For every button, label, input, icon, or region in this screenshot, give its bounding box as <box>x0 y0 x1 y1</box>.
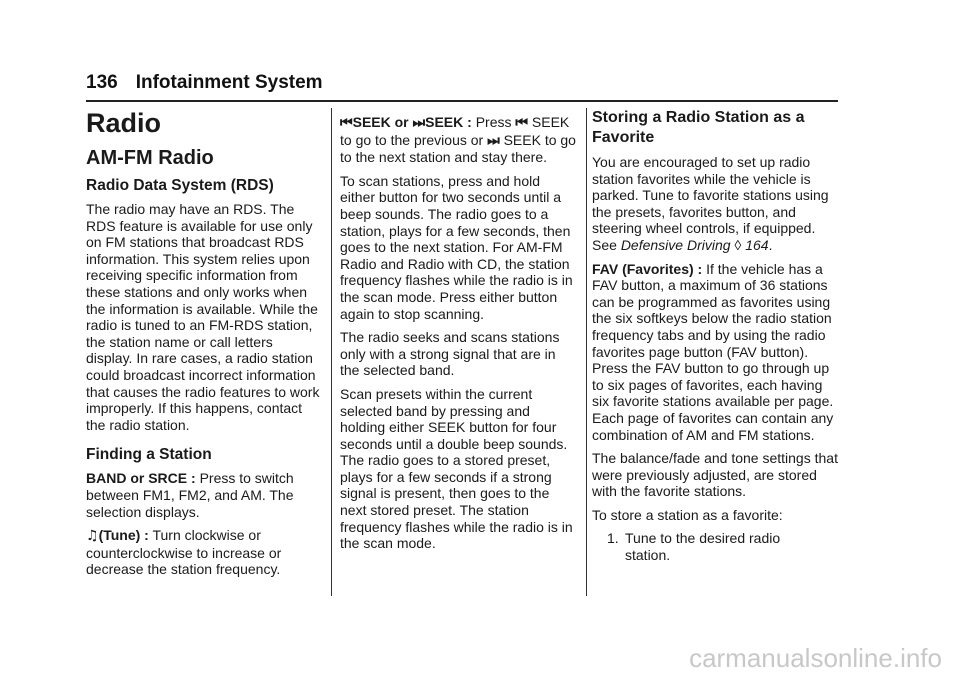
header-rule <box>86 100 838 102</box>
ref-end: . <box>768 236 773 253</box>
column-divider-2 <box>586 108 587 596</box>
intro-text: You are encouraged to set up radio station favorites while the vehicle is parked. Tune to favorite stations using the presets, favorites button, and steering wheel controls, if equipped. See <box>592 154 829 253</box>
heading-rds: Radio Data System (RDS) <box>86 177 274 194</box>
tune-paragraph <box>86 527 322 578</box>
column-3 <box>592 108 842 564</box>
column-1 <box>86 108 322 585</box>
heading-storing-favorite: Storing a Radio Station as a Favorite <box>592 109 805 146</box>
strong-signal-paragraph: The radio seeks and scans stations only with a strong signal that are in the selected band. <box>340 329 560 379</box>
balance-paragraph: The balance/fade and tone settings that were previously adjusted, are stored with the favorite stations. <box>592 450 838 500</box>
watermark: carmanualsonline.info <box>689 643 942 673</box>
fav-label: FAV (Favorites) : <box>592 260 703 277</box>
band-text: Press to switch between FM1, FM2, and AM. The selection displays. <box>86 470 294 520</box>
fav-paragraph <box>592 261 842 444</box>
store-intro: To store a station as a favorite: <box>592 506 783 523</box>
seek-paragraph <box>340 114 578 166</box>
tune-label: (Tune) : <box>98 527 149 544</box>
tune-text: Turn clockwise or counterclockwise to increase or decrease the station frequency. <box>86 527 282 578</box>
seek-forward-icon: ⏭ <box>412 115 426 131</box>
seek-or-label: SEEK or <box>352 114 409 130</box>
column-2 <box>340 114 578 559</box>
seek-forward-icon-inline: ⏭ <box>487 132 500 149</box>
step-1 <box>592 530 842 563</box>
page-number: 136 <box>86 72 118 93</box>
step-1-number: 1. <box>607 530 619 547</box>
ref-page-number[interactable]: 164 <box>745 236 769 253</box>
rds-paragraph: The radio may have an RDS. The RDS feature is available for use only on FM stations that broadcast RDS information. This system relies upon receiving specific information from these stations and only works when the information is available. While the radio is tuned to an FM-RDS station, the station name or call letters display. In rare cases, a radio station could broadcast incorrect information that causes the radio features to work improperly. If this happens, contact the radio station. <box>86 201 320 433</box>
scan-presets-paragraph: Scan presets within the current selected band by pressing and holding either SEEK button for four seconds until a double beep sounds. The radio goes to a stored preset, plays for a few seconds if a strong signal is present, then goes to the next stored preset. The station frequency flashes while the radio is in the scan mode. <box>340 385 573 552</box>
step-1-text: Tune to the desired radio station. <box>625 530 781 564</box>
scan-paragraph: To scan stations, press and hold either button for two seconds until a beep sounds. The radio goes to a station, plays for a few seconds, then goes to the next station. For AM-FM Radio and Radio with CD, the station frequency flashes while the radio is in the scan mode. Press either button again to stop scanning. <box>340 172 573 322</box>
seek-text-1: SEEK to go to the previous or <box>340 114 570 148</box>
defensive-driving-link[interactable]: Defensive Driving <box>620 236 731 253</box>
seek-back-icon: ⏮ <box>340 115 353 131</box>
section-title: Infotainment System <box>135 72 323 93</box>
seek-label: SEEK : <box>425 114 472 130</box>
seek-press-text: Press <box>475 114 512 130</box>
tune-icon: ♫ <box>86 528 99 545</box>
heading-radio: Radio <box>86 108 162 138</box>
ref-arrow-icon: ◊ <box>734 236 742 253</box>
column-divider-1 <box>331 108 332 596</box>
intro-paragraph <box>592 154 842 254</box>
seek-back-icon-inline: ⏮ <box>515 115 528 131</box>
fav-text: If the vehicle has a FAV button, a maximum of 36 stations can be programmed as favorites using the six softkeys below the radio station frequency tabs and by using the radio favorites page button (FAV button). Press the FAV button to go through up to six pages of favorites, each having six favorite stations available per page. Each page of favorites can contain any combination of AM and FM stations. <box>592 260 834 443</box>
seek-text-2: SEEK to go to the next station and stay there. <box>340 131 576 166</box>
heading-am-fm-radio: AM-FM Radio <box>86 147 214 169</box>
page-header <box>86 72 838 98</box>
heading-finding-station: Finding a Station <box>86 446 212 464</box>
band-paragraph <box>86 470 322 520</box>
band-label: BAND or SRCE : <box>86 470 196 487</box>
